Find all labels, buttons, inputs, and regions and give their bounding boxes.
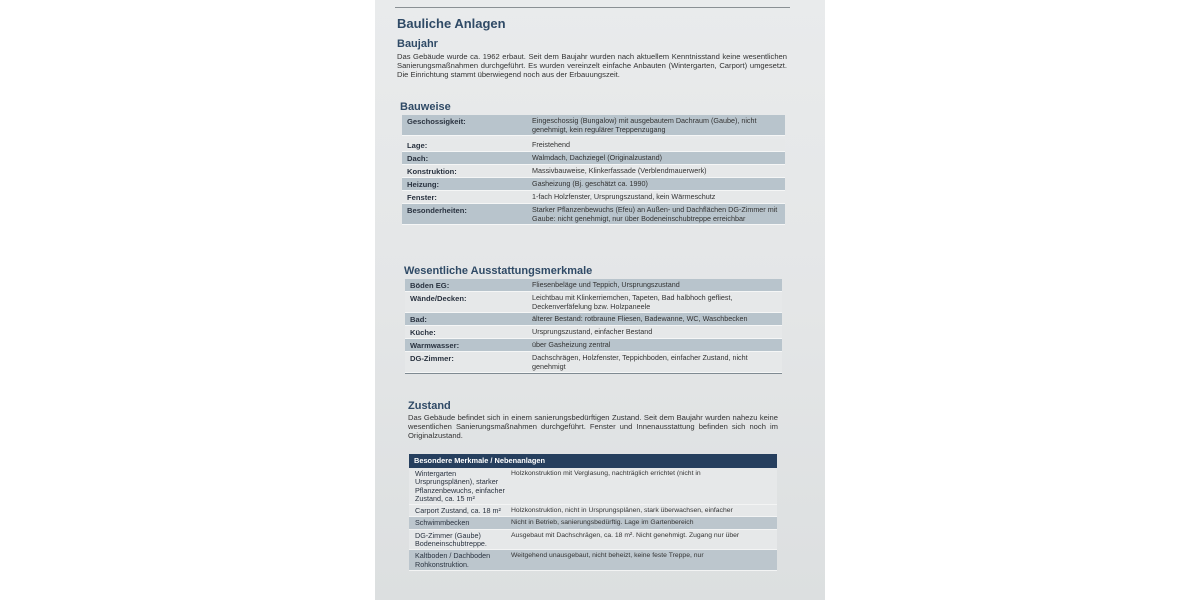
- row-label: DG-Zimmer:: [410, 354, 454, 363]
- row-label: Heizung:: [407, 180, 440, 189]
- zustand-text: Das Gebäude befindet sich in einem sanierungsbedürftigen Zustand. Seit dem Baujahr wurden nahezu keine wesentlichen Sanierungsmaßnahmen durchgeführt. Fenster und Innenausstattung befinden sich noch im Originalzustand.: [408, 413, 778, 440]
- table-row: [405, 352, 782, 373]
- besondere-table: [409, 454, 777, 571]
- row-value: Weitgehend unausgebaut, nicht beheizt, keine feste Treppe, nur: [511, 552, 704, 560]
- table-bottom-divider: [405, 373, 782, 374]
- table-row: [409, 517, 777, 529]
- table-row: [405, 326, 782, 339]
- row-value: Holzkonstruktion, nicht in Ursprungsplänen, stark überwachsen, einfacher: [511, 507, 733, 515]
- table-row: [402, 204, 785, 225]
- row-value: Holzkonstruktion mit Verglasung, nachträglich errichtet (nicht in: [511, 470, 701, 477]
- row-label: Schwimmbecken: [415, 518, 470, 528]
- table-row: [405, 339, 782, 352]
- table-row: [409, 530, 777, 551]
- top-divider: [395, 7, 790, 8]
- row-label: Konstruktion:: [407, 167, 457, 176]
- ausstattung-table: [405, 279, 782, 374]
- table-row: [405, 292, 782, 313]
- table-row: [409, 505, 777, 517]
- row-value: Fliesenbeläge und Teppich, Ursprungszustand: [532, 280, 680, 289]
- row-value: Starker Pflanzenbewuchs (Efeu) an Außen- und Dachflächen DG-Zimmer mit Gaube: nicht genehmigt, nur über Bodeneinschubtreppe erreichbar: [532, 205, 778, 223]
- row-label: Carport Zustand, ca. 18 m²: [415, 506, 501, 516]
- row-label: Böden EG:: [410, 281, 450, 290]
- bauweise-heading: Bauweise: [400, 101, 451, 113]
- row-label: Kaltboden / Dachboden Rohkonstruktion.: [415, 551, 491, 569]
- table-row: [402, 178, 785, 191]
- row-label: Warmwasser:: [410, 341, 460, 350]
- table-row: [409, 550, 777, 571]
- row-value: Massivbauweise, Klinkerfassade (Verblendmauerwerk): [532, 166, 707, 175]
- row-label: Wintergarten Ursprungsplänen), starker Pflanzenbewuchs, einfacher Zustand, ca. 15 m²: [415, 469, 505, 503]
- row-value: über Gasheizung zentral: [532, 340, 611, 349]
- row-value: Dachschrägen, Holzfenster, Teppichboden, einfacher Zustand, nicht genehmigt: [532, 353, 748, 371]
- row-label: Bad:: [410, 315, 427, 324]
- row-value: älterer Bestand: rotbraune Fliesen, Badewanne, WC, Waschbecken: [532, 314, 748, 323]
- table-row: [405, 313, 782, 326]
- row-value: Freistehend: [532, 140, 570, 149]
- table-row: [402, 152, 785, 165]
- baujahr-heading: Baujahr: [397, 38, 438, 50]
- page-title: Bauliche Anlagen: [397, 16, 506, 31]
- table-row: [409, 468, 777, 505]
- row-label: Besonderheiten:: [407, 206, 467, 215]
- row-value: 1-fach Holzfenster, Ursprungszustand, kein Wärmeschutz: [532, 192, 716, 201]
- row-label: Küche:: [410, 328, 436, 337]
- besondere-header: Besondere Merkmale / Nebenanlagen: [409, 454, 777, 468]
- table-row: [402, 139, 785, 152]
- table-row: [402, 165, 785, 178]
- document-page: [375, 0, 825, 600]
- row-label: Geschossigkeit:: [407, 117, 466, 126]
- bauweise-table: [402, 115, 785, 225]
- row-value: Eingeschossig (Bungalow) mit ausgebautem Dachraum (Gaube), nicht genehmigt, kein regulärer Treppenzugang: [532, 116, 757, 134]
- zustand-heading: Zustand: [408, 400, 451, 412]
- row-value: Leichtbau mit Klinkerriemchen, Tapeten, Bad halbhoch gefliest, Deckenverfäfelung bzw. Holzpaneele: [532, 293, 733, 311]
- baujahr-text: Das Gebäude wurde ca. 1962 erbaut. Seit dem Baujahr wurden nach aktuellem Kenntnisstand keine wesentlichen Sanierungsmaßnahmen durchgeführt. Es wurden vereinzelt einfache Anbauten (Wintergarten, Carport) umgesetzt. Die Einrichtung stammt überwiegend noch aus der Erbauungszeit.: [397, 52, 787, 79]
- row-value: Gasheizung (Bj. geschätzt ca. 1990): [532, 179, 648, 188]
- row-label: Dach:: [407, 154, 429, 163]
- ausstattung-heading: Wesentliche Ausstattungsmerkmale: [404, 265, 593, 277]
- row-value: Ursprungszustand, einfacher Bestand: [532, 327, 653, 336]
- table-row: [402, 191, 785, 204]
- row-value: Walmdach, Dachziegel (Originalzustand): [532, 153, 662, 162]
- row-label: DG-Zimmer (Gaube) Bodeneinschubtreppe.: [415, 530, 487, 549]
- table-row: [402, 115, 785, 136]
- row-value: Ausgebaut mit Dachschrägen, ca. 18 m². Nicht genehmigt. Zugang nur über: [511, 531, 740, 539]
- row-label: Lage:: [407, 141, 428, 150]
- row-label: Fenster:: [407, 193, 437, 202]
- table-row: [405, 279, 782, 292]
- row-label: Wände/Decken:: [410, 294, 467, 303]
- row-value: Nicht in Betrieb, sanierungsbedürftig. Lage im Gartenbereich: [511, 519, 694, 527]
